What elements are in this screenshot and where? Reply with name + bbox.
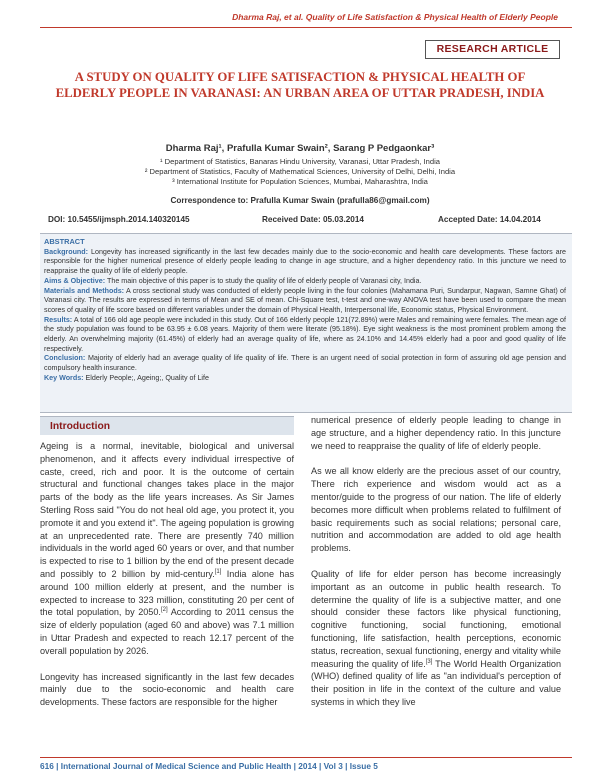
received-date: Received Date: 05.03.2014: [262, 215, 364, 224]
paragraph: Longevity has increased significantly in the last few decades mainly due to the socio-economic and health care developments. These factors are responsible for the higher: [40, 671, 294, 708]
paragraph: [311, 568, 561, 709]
citation-ref[interactable]: [2]: [160, 607, 168, 614]
page-footer: 616 | International Journal of Medical Science and Public Health | 2014 | Vol 3 | Issue 5: [40, 757, 572, 771]
doi-label: DOI: 10.5455/ijmsph.2014.140320145: [48, 215, 190, 224]
background-text: Longevity has increased significantly in the last few decades mainly due to the socio-economic and health care developments. These factors are responsible for the higher numerical presence of elderly people leading to change in age structure, and a higher dependency ratio. In this juncture we need to reappraise the quality of life of elderly people.: [44, 247, 567, 276]
affiliation-1: ¹ Department of Statistics, Banaras Hindu University, Varanasi, Uttar Pradesh, India: [160, 157, 440, 166]
paragraph: As we all know elderly are the precious asset of our country, There rich experience and wisdom would act as a mentor/guide to the progress of our nation. The life of elderly becomes more difficult when problems related to fulfilment of basic requirements such as social relations; personal care, nutrition and accommodation are added to old age health problems.: [311, 466, 561, 554]
paragraph-text: According to 2011 census the size of elderly population (aged 60 and above) was 7.1 million in Uttar Pradesh and expected to reach 12.17 percent of the overall population by 2026.: [40, 607, 294, 656]
abstract-heading: ABSTRACT: [44, 237, 85, 246]
results-text: A total of 166 old age people were included in this study. Out of 166 elderly people 121(72.89%) were Males and remaining were females. The mean age of the study population was found to be 63.95 ± 6.08 years. Majority of them were literate (95.18%). Eye sight weakness is the most prominent problem among the elderly. An overwhelming majority (61.45%) of elderly had an average quality of life, where as 24.10% and 14.45% elderly had a poor and good quality of life respectively.: [44, 315, 566, 353]
affiliation-2: ² Department of Statistics, Faculty of Mathematical Sciences, University of Delhi, Delhi, India: [144, 167, 456, 176]
accepted-date: Accepted Date: 14.04.2014: [438, 215, 541, 224]
paragraph-text: Ageing is a normal, inevitable, biological and universal phenomenon, and it affects every individual irrespective of caste, creed, rich and poor. It is the outcome of certain structural and functional changes takes place in the major parts of the body as the life years increases. As Sir James Sterling Ross said "You do not heal old age, you protect it, you promote it and you extend it". The ageing population is growing at an unprecedented rate. There are presently 740 million individuals in the world aged 60 years or over, and that number is expected to rise to 1 billion by the end of the present decade and possibly to 2 billion by mid-century.: [40, 441, 294, 579]
keywords-label: Key Words:: [44, 373, 84, 382]
running-header: Dharma Raj, et al. Quality of Life Satisfaction & Physical Health of Elderly People: [232, 12, 558, 22]
correspondence-line: Correspondence to: Prafulla Kumar Swain (prafulla86@gmail.com): [170, 196, 430, 205]
paragraph: [40, 440, 294, 658]
citation-ref[interactable]: [3]: [425, 658, 433, 665]
abstract-aims: [44, 277, 566, 287]
abstract-results: [44, 316, 566, 355]
paragraph-text: The World Health Organization (WHO) defined quality of life as "an individual's perception of their position in life in the context of the culture and value systems in which they live: [311, 658, 562, 707]
abstract-conclusion: [44, 354, 566, 373]
paragraph-text: India alone has around 100 million elderly at present, and the number is expected to increase to 323 million, constituting 20 per cent of the total population, by 2050.: [40, 568, 294, 618]
author-list: Dharma Raj¹, Prafulla Kumar Swain², Sarang P Pedgaonkar³: [165, 143, 435, 154]
background-label: Background:: [44, 247, 89, 256]
affiliation-3: ³ International Institute for Population Sciences, Mumbai, Maharashtra, India: [172, 177, 428, 186]
paragraph-text: Quality of life for elder person has become increasingly important as an outcome in public health research. To determine the quality of life is a subjective matter, and one should consider these factors like physical functioning, cognitive functioning, social functioning, emotional functioning, life satisfaction, health perceptions, economic status, recreation, sexual functioning, energy and vitality while measuring the quality of life.: [311, 568, 561, 669]
article-title: A STUDY ON QUALITY OF LIFE SATISFACTION & PHYSICAL HEALTH OF ELDERLY PEOPLE IN VARANASI: AN URBAN AREA OF UTTAR PRADESH, INDIA: [55, 70, 545, 100]
keywords-text: Elderly People;, Ageing;, Quality of Life: [85, 373, 209, 382]
results-label: Results:: [44, 315, 73, 324]
abstract-keywords: [44, 374, 566, 384]
aims-text: The main objective of this paper is to study the quality of life of elderly people of Varanasi city, India.: [106, 276, 422, 285]
methods-text: A cross sectional study was conducted of elderly people living in the four colonies (Mahamana Puri, Sundarpur, Nagwan, Samne Ghat) of Varanasi city. The results are expressed in terms of Mean and SE of mean. Chi-Square test, t-test and one-way ANOVA test have been used to compare the mean scores of quality of life score based on different variables under the domain of Physical Health, Interpersonal life, Economic status, Physical Environment.: [44, 286, 566, 314]
conclusion-label: Conclusion:: [44, 354, 86, 363]
article-type-badge: RESEARCH ARTICLE: [425, 40, 560, 59]
abstract: [44, 237, 566, 384]
left-column: [40, 440, 294, 722]
citation-ref[interactable]: [1]: [214, 568, 222, 575]
aims-label: Aims & Objective:: [44, 276, 106, 285]
paragraph: numerical presence of elderly people leading to change in age structure, and a higher dependency ratio. In this juncture we need to reappraise the quality of life of elderly people.: [311, 415, 561, 451]
methods-label: Materials and Methods:: [44, 286, 125, 295]
right-column: [311, 414, 561, 722]
abstract-methods: [44, 287, 566, 316]
header-rule: [40, 27, 572, 28]
introduction-heading: Introduction: [40, 416, 294, 435]
abstract-background: [44, 248, 566, 277]
conclusion-text: Majority of elderly had an average quality of life quality of life. There is an urgent need of social protection in form of assuring old age pension and compulsory health insurance.: [44, 354, 567, 373]
